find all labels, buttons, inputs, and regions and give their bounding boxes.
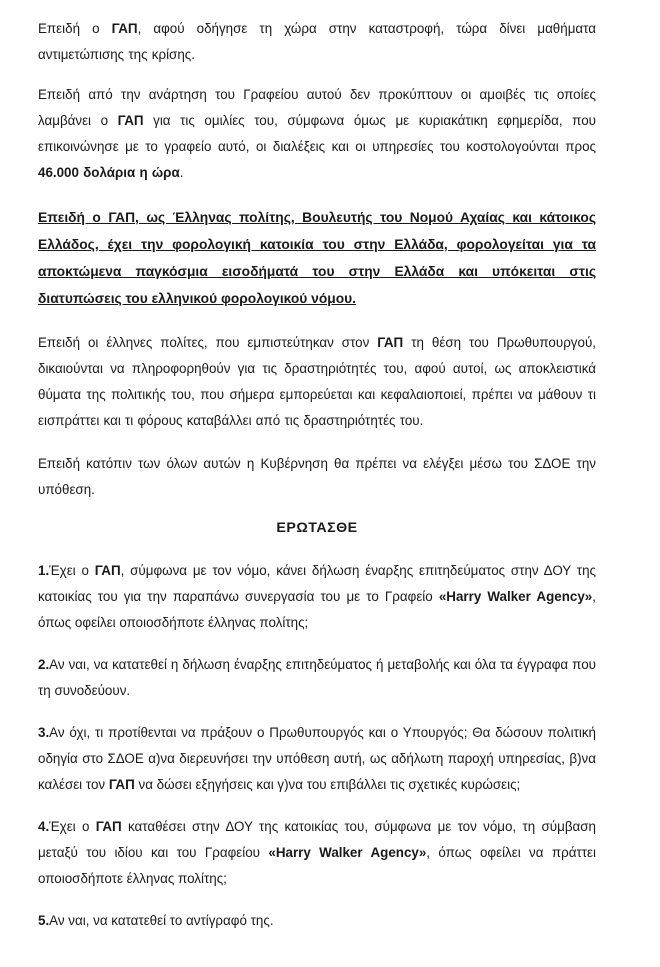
bold-agency: «Harry Walker Agency» — [438, 589, 593, 604]
question-text: καταθέσει στην ΔΟΥ της κατοικίας του, σύμφωνα με τον νόμο, τη σύμβαση μεταξύ του ιδίου και του Γραφείου — [38, 819, 596, 860]
question-text: Αν ναι, να κατατεθεί η δήλωση έναρξης επιτηδεύματος ή μεταβολής και όλα τα έγγραφα που τη συνοδεύουν. — [38, 657, 596, 698]
question-number: 5. — [38, 913, 50, 928]
bold-amount: 46.000 δολάρια η ώρα — [38, 165, 180, 180]
bold-name: ΓΑΠ — [94, 563, 121, 578]
emphasized-paragraph: Επειδή ο ΓΑΠ, ως Έλληνας πολίτης, Βουλευτής του Νομού Αχαίας και κάτοικος Ελλάδος, έχει την φορολογική κατοικία του στην Ελλάδα, φορολογείται για τα αποκτώμενα παγκόσμια εισοδήματά του στην Ελλάδα και υπόκειται στις διατυπώσεις του ελληνικού φορολογικού νόμου. — [38, 210, 596, 306]
bold-agency: «Harry Walker Agency» — [268, 845, 427, 860]
paragraph-text: Επειδή κατόπιν των όλων αυτών η Κυβέρνηση θα πρέπει να ελέγξει μέσω του ΣΔΟΕ την υπόθεση. — [38, 456, 596, 497]
question-number: 3. — [38, 725, 50, 740]
question-text: Αν όχι, τι προτίθενται να πράξουν ο Πρωθυπουργός και ο Υπουργός; Θα δώσουν πολιτική οδηγία στο ΣΔΟΕ α)να διερευνήσει την υπόθεση αυτή, ως αδήλωτη παροχή υπηρεσίας, β)να καλέσει τον — [38, 725, 596, 792]
paragraph-text: Επειδή ο — [38, 21, 112, 36]
paragraph-text: , αφού οδήγησε τη χώρα στην καταστροφή, τώρα δίνει μαθήματα αντιμετώπισης της κρίσης. — [38, 21, 596, 62]
question-text: , σύμφωνα με τον νόμο, κάνει δήλωση έναρξης επιτηδεύματος στην ΔΟΥ της κατοικίας του για την παραπάνω συνεργασία του με το Γραφείο — [38, 563, 596, 604]
question-1 — [38, 558, 596, 636]
paragraph-text: τη θέση του Πρωθυπουργού, δικαιούνται να πληροφορηθούν για τις δραστηριότητές του, αφού αυτοί, ως αποκλειστικά θύματα της πολιτικής του, που σήμερα εμπορεύεται και κεφαλαιοποιεί, πρέπει να μάθουν τι εισπράττει και τι φόρους καταβάλλει από τις δραστηριότητές του. — [38, 335, 596, 428]
question-text: να δώσει εξηγήσεις και γ)να του επιβάλλει τις σχετικές κυρώσεις; — [134, 777, 521, 792]
paragraph-text: Επειδή από την ανάρτηση του Γραφείου αυτού δεν προκύπτουν οι αμοιβές τις οποίες λαμβάνει ο — [38, 87, 596, 128]
question-number: 2. — [38, 657, 50, 672]
question-text: Έχει ο — [49, 563, 95, 578]
question-number: 4. — [38, 819, 50, 834]
section-heading: ΕΡΩΤΑΣΘΕ — [276, 520, 358, 536]
question-text: Έχει ο — [49, 819, 96, 834]
bold-name: ΓΑΠ — [377, 335, 404, 350]
question-2 — [38, 652, 596, 704]
paragraph-4 — [38, 451, 596, 503]
paragraph-text: . — [179, 165, 184, 180]
bold-name: ΓΑΠ — [108, 777, 135, 792]
question-3 — [38, 720, 596, 798]
paragraph-text: Επειδή οι έλληνες πολίτες, που εμπιστεύτηκαν στον — [38, 335, 378, 350]
question-text: , όπως οφείλει οποιοσδήποτε έλληνας πολίτης; — [38, 589, 596, 630]
question-5 — [38, 908, 596, 934]
question-4 — [38, 814, 596, 892]
paragraph-2 — [38, 82, 596, 186]
question-number: 1. — [38, 563, 50, 578]
question-text: Αν ναι, να κατατεθεί το αντίγραφό της. — [49, 913, 274, 928]
question-text: , όπως οφείλει να πράττει οποιοσδήποτε έλληνας πολίτης; — [38, 845, 596, 886]
bold-name: ΓΑΠ — [117, 113, 144, 128]
paragraph-text: για τις ομιλίες του, σύμφωνα όμως με κυριακάτικη εφημερίδα, που επικοινώνησε με το γραφείο αυτό, οι διαλέξεις και οι υπηρεσίες του κοστολογούνται προς — [38, 113, 596, 154]
paragraph-1 — [38, 16, 596, 68]
paragraph-3 — [38, 330, 596, 434]
bold-name: ΓΑΠ — [95, 819, 122, 834]
bold-name: ΓΑΠ — [111, 21, 138, 36]
